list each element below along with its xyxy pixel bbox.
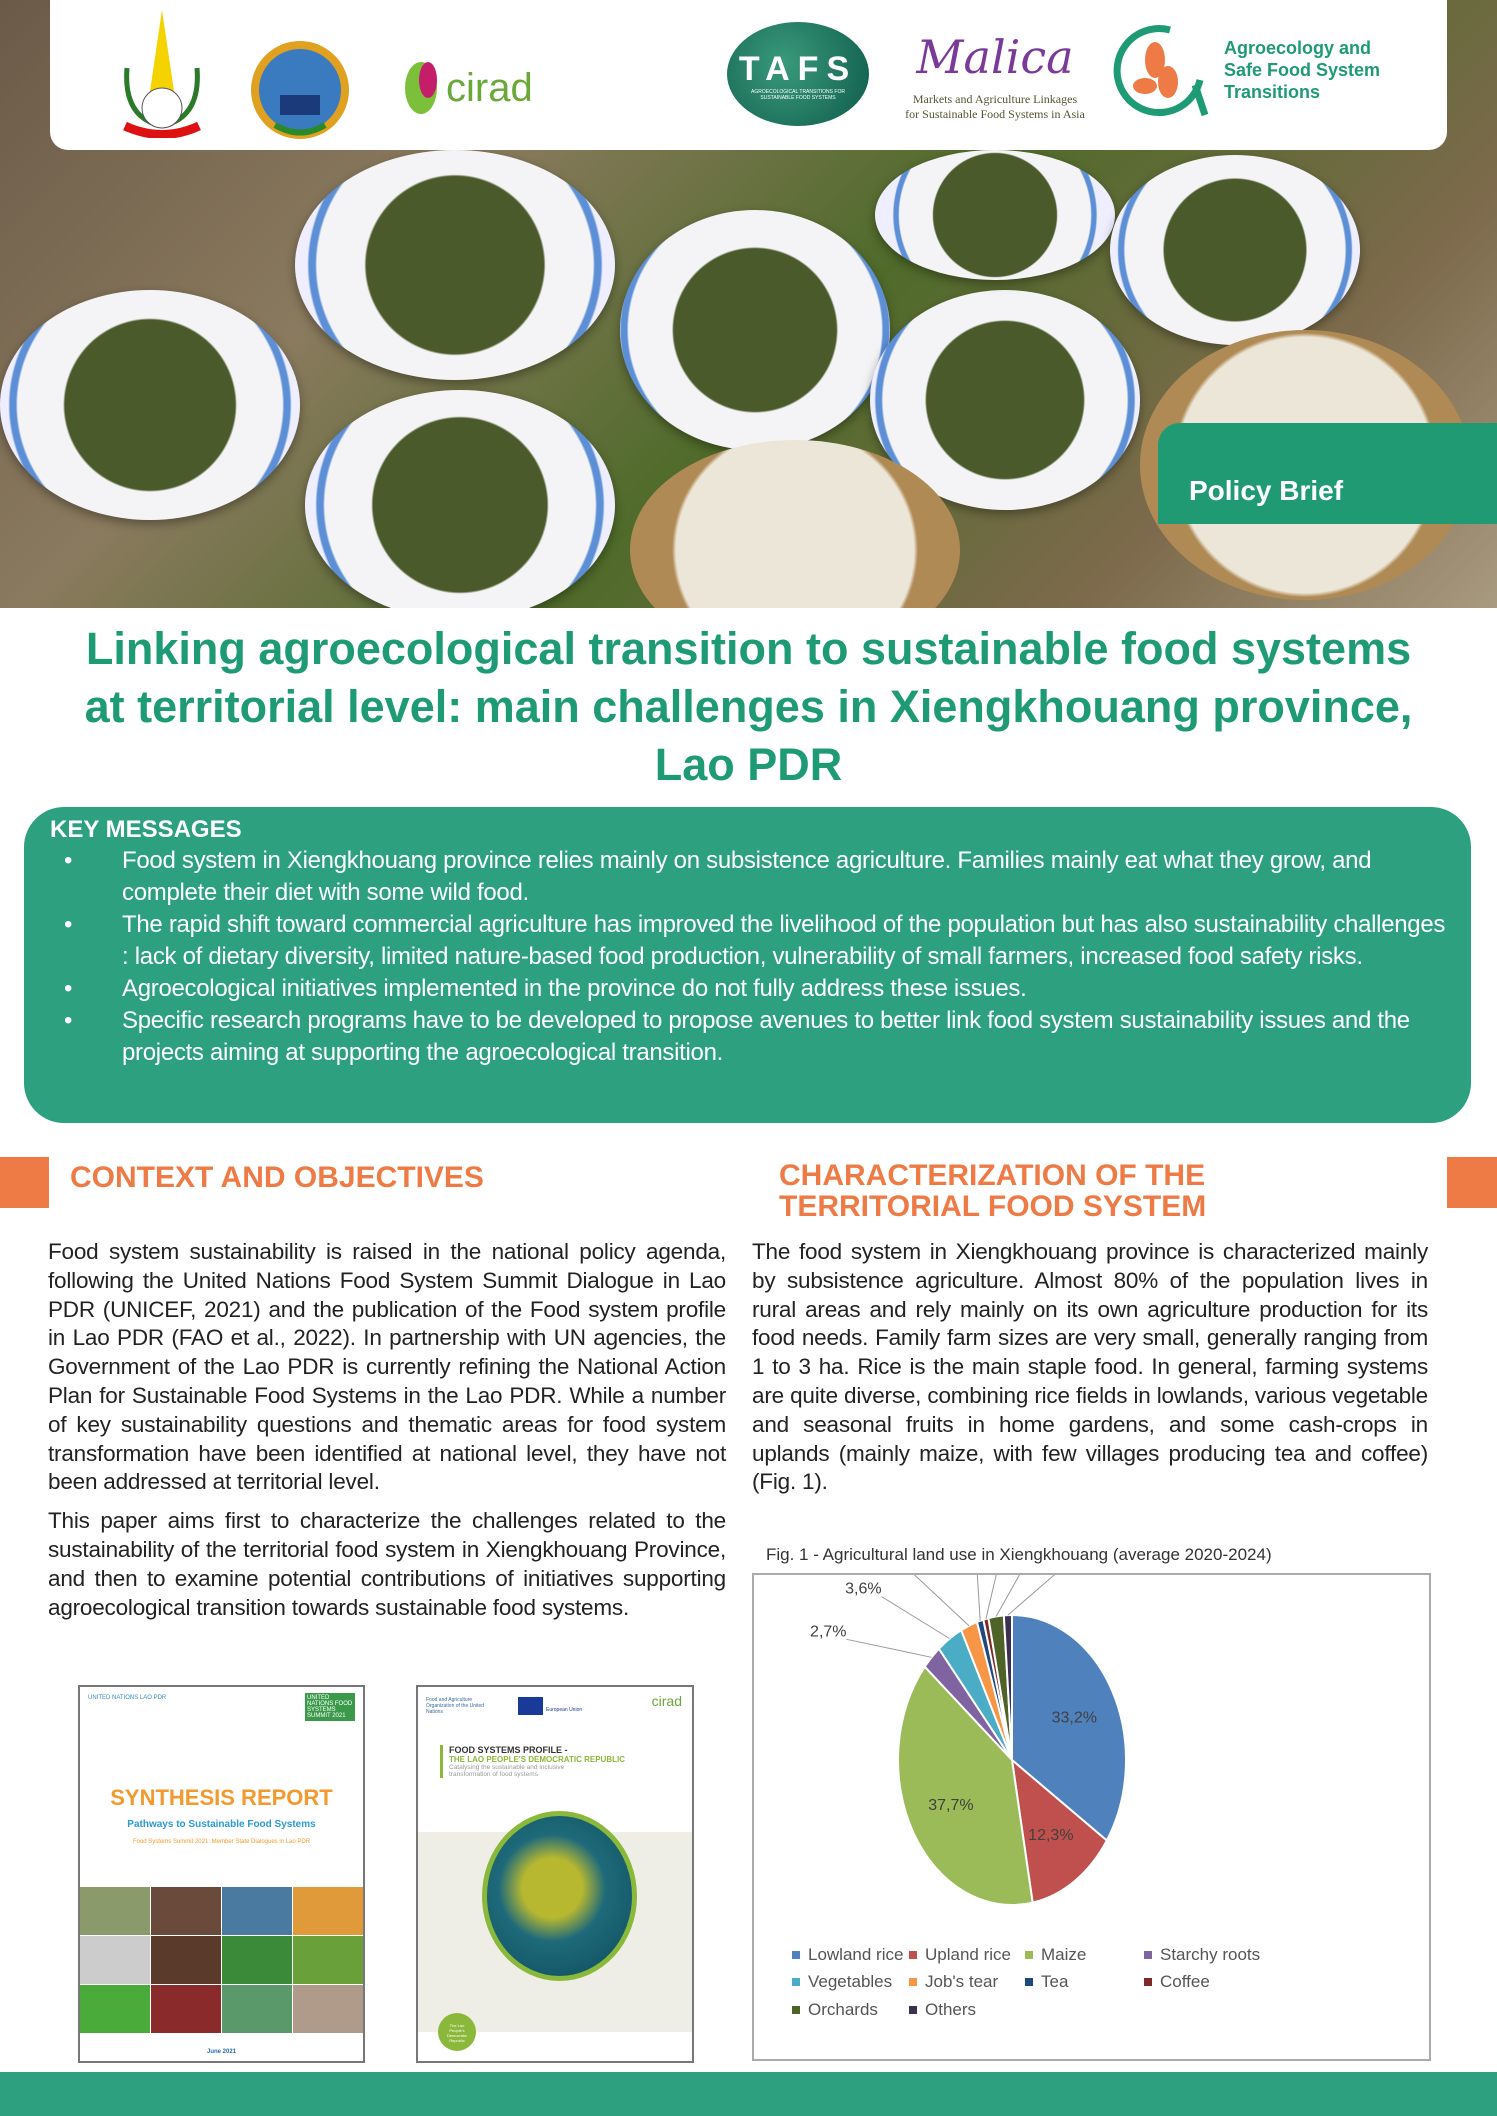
context-text: [48, 1238, 726, 1632]
malica-logo: Malica Markets and Agriculture Linkages for Sustainable Food Systems in Asia: [905, 30, 1085, 121]
pie-data-label: 12,3%: [1028, 1827, 1074, 1845]
logo-bar: [50, 0, 1447, 150]
key-messages-heading: KEY MESSAGES: [50, 816, 242, 843]
characterization-text: The food system in Xiengkhouang province is characterized mainly by subsistence agriculture. Almost 80% of the population lives in rural areas and rely mainly on its own agriculture production for its food needs. Family farm sizes are very small, generally ranging from 1 to 3 ha. Rice is the main staple food. In general, farming systems are quite diverse, combining rice fields in lowlands, various vegetable and seasonal fruits in home gardens, and some cash-crops in uplands (mainly maize, with few villages producing tea and coffee) (Fig. 1).: [752, 1239, 1428, 1495]
pie-leader-line: [894, 1575, 969, 1626]
legend-swatch: [1144, 1978, 1152, 1986]
legend-swatch: [909, 1951, 917, 1959]
legend-item: [792, 2000, 878, 2020]
legend-item: [909, 2000, 976, 2020]
legend-label: Upland rice: [925, 1945, 1011, 1964]
legend-label: Vegetables: [808, 1972, 893, 1991]
legend-label: Lowland rice: [808, 1945, 904, 1964]
pie-data-label: 3,6%: [845, 1580, 882, 1598]
legend-label: Starchy roots: [1160, 1945, 1261, 1964]
legend-swatch: [1025, 1978, 1033, 1986]
section-marker-right: [1447, 1157, 1497, 1208]
pie-leader-line: [986, 1575, 1006, 1619]
legend-swatch: [792, 1951, 800, 1959]
pie-data-label: 37,7%: [928, 1797, 974, 1815]
asset-leaf-icon: [1110, 20, 1210, 120]
globe-image: [482, 1811, 637, 1981]
key-message-item: • Food system in Xiengkhouang province relies mainly on subsistence agriculture. Families mainly eat what they grow, and complete their diet with some wild food.: [50, 845, 1451, 909]
legend-label: Orchards: [808, 2000, 878, 2019]
asset-logo: Agroecology and Safe Food System Transitions: [1110, 20, 1380, 120]
legend-swatch: [909, 2006, 917, 2014]
legend-item: [1025, 1945, 1086, 1965]
legend-swatch: [1144, 1951, 1152, 1959]
footer-bar: [0, 2072, 1497, 2116]
legend-swatch: [792, 2006, 800, 2014]
legend-swatch: [1025, 1951, 1033, 1959]
synthesis-report-cover[interactable]: UNITED NATIONS LAO PDR UNITED NATIONS FOOD SYSTEMS SUMMIT 2021 SYNTHESIS REPORT Pathways to Sustainable Food Systems Food Systems Summit 2021: Member State Dialogues in Lao PDR June 2021: [78, 1685, 365, 2063]
pie-data-label: 2,7%: [810, 1623, 847, 1641]
key-message-item: • Specific research programs have to be developed to propose avenues to better link food system sustainability issues and the projects aiming at supporting the agroecological transition.: [50, 1005, 1451, 1069]
pie-leader-line: [847, 1639, 932, 1657]
context-paragraph: Food system sustainability is raised in the national policy agenda, following the United Nations Food System Summit Dialogue in Lao PDR (UNICEF, 2021) and the publication of the Food system profile in Lao PDR (FAO et al., 2022). In partnership with UN agencies, the Government of the Lao PDR is currently refining the National Action Plan for Sustainable Food Systems in the Lao PDR. While a number of key sustainability questions and thematic areas for food system transformation have been identified at national level, they have not been addressed at territorial level.: [48, 1239, 726, 1495]
legend-label: Job's tear: [925, 1972, 999, 1991]
legend-swatch: [792, 1978, 800, 1986]
legend-item: [909, 1972, 998, 1992]
pie-leader-line: [975, 1575, 980, 1621]
lao-national-emblem-logo: [250, 40, 350, 140]
legend-label: Others: [925, 2000, 977, 2019]
key-message-item: • Agroecological initiatives implemented in the province do not fully address these issues.: [50, 973, 1451, 1005]
photo-grid: [80, 1887, 363, 2033]
legend-swatch: [909, 1978, 917, 1986]
legend-label: Maize: [1041, 1945, 1087, 1964]
legend-item: [909, 1945, 1011, 1965]
pie-data-label: 33,2%: [1051, 1709, 1098, 1727]
section-marker-left: [0, 1157, 49, 1208]
context-paragraph: This paper aims first to characterize the challenges related to the sustainability of the territorial food system in Xiengkhouang Province, and then to examine potential contributions of initiatives supporting agroecological transition towards sustainable food systems.: [48, 1508, 726, 1620]
legend-item: [792, 1945, 903, 1965]
context-heading: CONTEXT AND OBJECTIVES: [70, 1161, 484, 1194]
pie-leader-line: [996, 1575, 1041, 1616]
food-systems-profile-cover[interactable]: Food and Agriculture Organization of the United Nations European Union cirad FOOD SYSTEMS PROFILE - THE LAO PEOPLE'S DEMOCRATIC REPUBLIC Catalysing the sustainable and inclusive transformation of food systems The Lao People's Democratic Republic: [416, 1685, 694, 2063]
cirad-logo: cirad: [400, 58, 533, 118]
pie-leader-line: [1008, 1575, 1098, 1615]
characterization-heading: CHARACTERIZATION OF THE TERRITORIAL FOOD SYSTEM: [779, 1159, 1207, 1223]
key-messages-box: [24, 807, 1471, 1123]
legend-item: [792, 1972, 892, 1992]
legend-item: [1144, 1945, 1260, 1965]
key-message-item: • The rapid shift toward commercial agriculture has improved the livelihood of the population but has also sustainability challenges : lack of dietary diversity, limited nature-based food production, vulnerability of small farmers, increased food safety risks.: [50, 909, 1451, 973]
tafs-logo: TAFS AGROECOLOGICAL TRANSITIONS FOR SUSTAINABLE FOOD SYSTEMS: [727, 22, 869, 126]
policy-brief-badge: Policy Brief: [1158, 423, 1497, 524]
legend-item: [1144, 1972, 1210, 1992]
pie-leader-line: [882, 1597, 950, 1639]
legend-label: Coffee: [1160, 1972, 1210, 1991]
legend-label: Tea: [1041, 1972, 1069, 1991]
figure-caption: Fig. 1 - Agricultural land use in Xiengkhouang (average 2020-2024): [766, 1545, 1272, 1564]
page-title: Linking agroecological transition to sustainable food systems at territorial level: main challenges in Xiengkhouang province, Lao PDR: [84, 623, 1413, 790]
ministry-emblem-logo: [115, 8, 210, 138]
pie-chart-box: [752, 1573, 1431, 2061]
legend-item: [1025, 1972, 1068, 1992]
